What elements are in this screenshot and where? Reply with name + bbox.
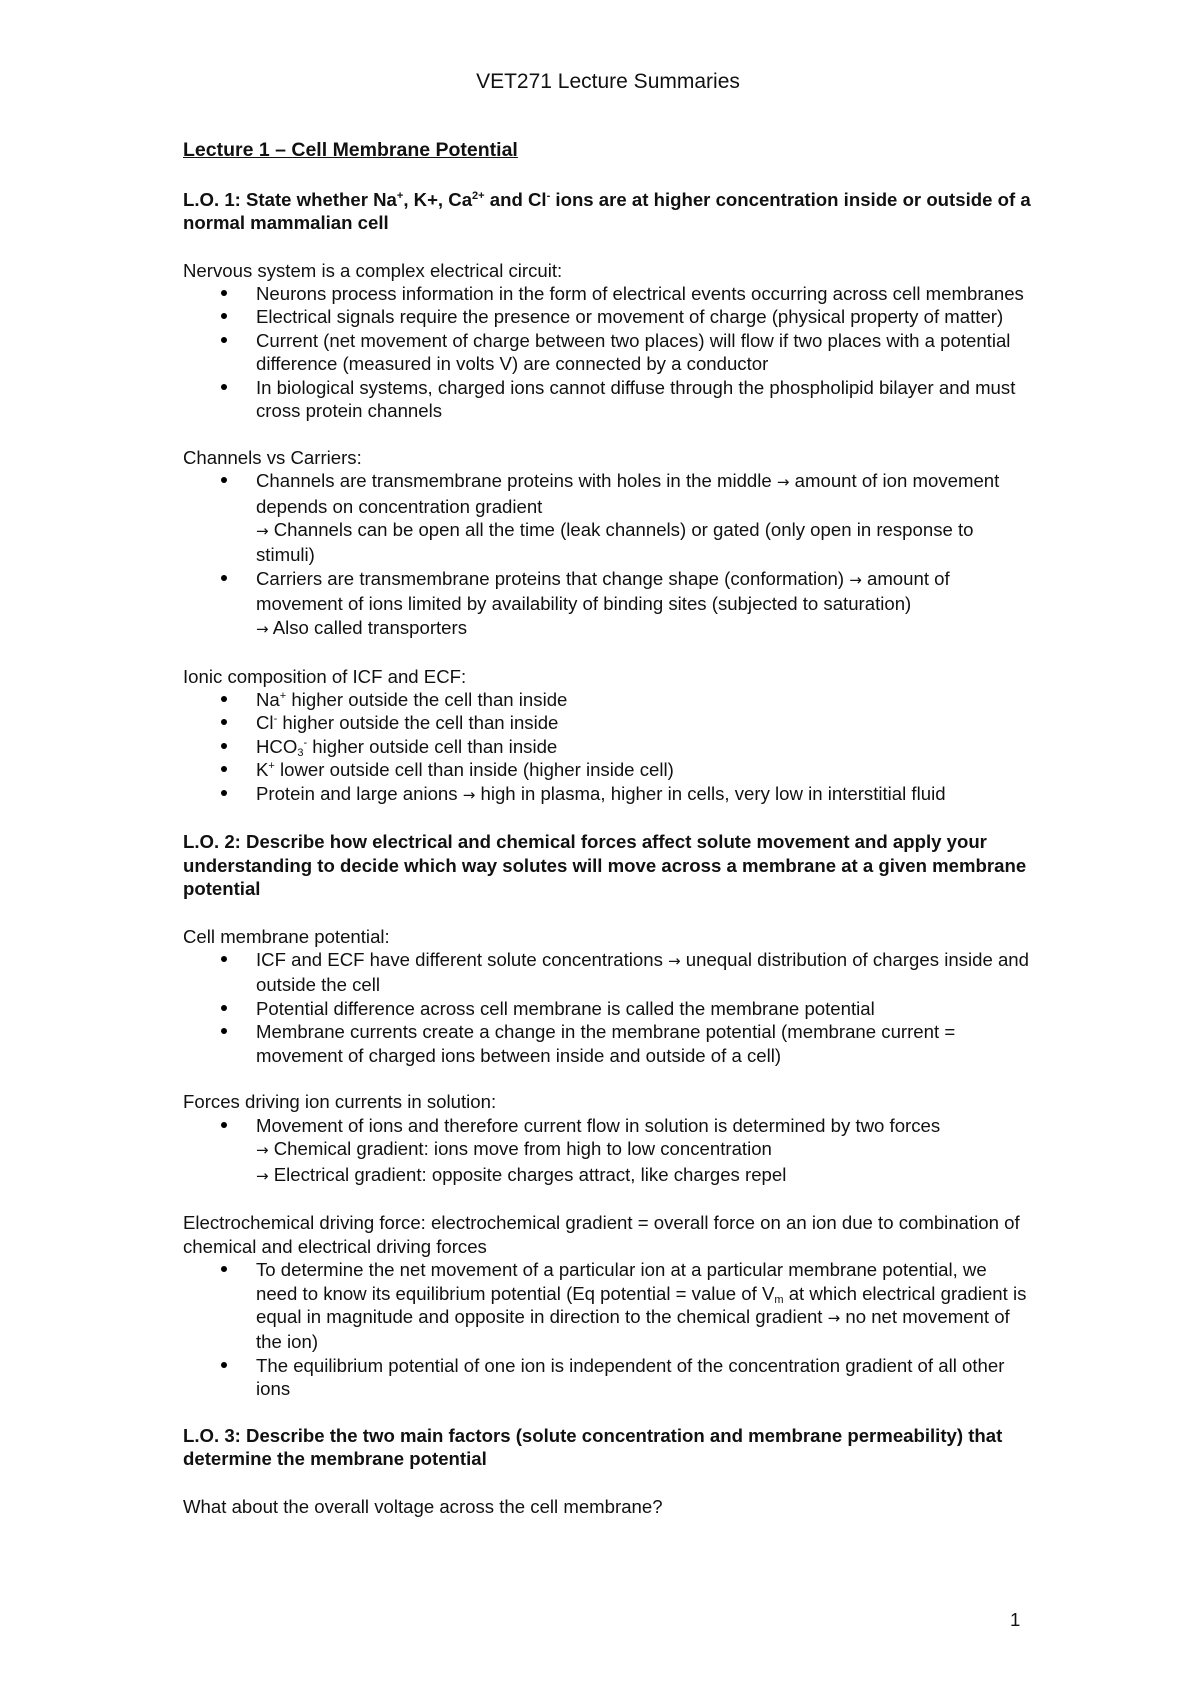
- section-intro: Ionic composition of ICF and ECF:: [183, 665, 467, 687]
- arrow-icon: →: [849, 570, 862, 589]
- section-intro: Nervous system is a complex electrical circuit:: [183, 259, 563, 281]
- arrow-icon: →: [776, 473, 790, 492]
- list-item: Channels are transmembrane proteins with holes in the middle → amount of ion movement depends on concentration gradient → Channels can be open all the time (leak channels) or gated (only open in response to stimuli): [256, 469, 1033, 567]
- list-item: Protein and large anions → high in plasma, higher in cells, very low in interstitial fluid: [256, 782, 1033, 807]
- arrow-icon: →: [827, 1309, 841, 1328]
- section-forces-driving: [183, 1090, 1033, 1188]
- list-item: The equilibrium potential of one ion is independent of the concentration gradient of all other ions: [256, 1354, 1033, 1401]
- list-item: Current (net movement of charge between two places) will flow if two places with a potential difference (measured in volts V) are connected by a conductor: [256, 329, 1033, 376]
- list-item: To determine the net movement of a particular ion at a particular membrane potential, we need to know its equilibrium potential (Eq potential = value of $V_m$ at which electrical gradient is equal in magnitude and opposite in direction to the chemical gradient → no net movement of the ion): [256, 1258, 1033, 1354]
- arrow-icon: →: [256, 1166, 269, 1185]
- learning-objective-1: L.O. 1: State whether Na+, K+, $Ca^{2+}$ and Cl- ions are at higher concentration inside or outside of a normal mammalian cell: [183, 188, 1031, 234]
- section-electrochemical: [183, 1211, 1033, 1400]
- section-cell-membrane-potential: [183, 925, 1033, 1067]
- page-number: 1: [1010, 1609, 1021, 1630]
- section-intro: Channels vs Carriers:: [183, 446, 362, 468]
- list-item: ICF and ECF have different solute concentrations → unequal distribution of charges inside and outside the cell: [256, 948, 1033, 997]
- learning-objective-3: L.O. 3: Describe the two main factors (solute concentration and membrane permeability) that determine the membrane potential: [183, 1425, 1003, 1470]
- list-item: Potential difference across cell membrane is called the membrane potential: [256, 997, 1033, 1020]
- list-item: Carriers are transmembrane proteins that change shape (conformation) → amount of movement of ions limited by availability of binding sites (subjected to saturation) → Also called transporters: [256, 567, 1033, 641]
- list-item: Na+ higher outside the cell than inside: [256, 688, 1033, 711]
- list-item: K+ lower outside cell than inside (higher inside cell): [256, 758, 1033, 781]
- section-ionic-composition: [183, 665, 1033, 807]
- arrow-icon: →: [462, 785, 476, 804]
- arrow-icon: →: [256, 522, 269, 541]
- document-body: [183, 70, 1033, 1518]
- lecture-title: Lecture 1 – Cell Membrane Potential: [183, 139, 518, 162]
- learning-objective-2: L.O. 2: Describe how electrical and chemical forces affect solute movement and apply your understanding to decide which way solutes will move across a membrane at a given membrane potential: [183, 831, 1027, 900]
- section-channels-carriers: [183, 446, 1033, 641]
- list-item: Neurons process information in the form of electrical events occurring across cell membranes: [256, 282, 1033, 305]
- document-header: VET271 Lecture Summaries: [476, 70, 740, 93]
- arrow-icon: →: [256, 619, 269, 638]
- list-item: Membrane currents create a change in the membrane potential (membrane current = movement of charged ions between inside and outside of a cell): [256, 1020, 1033, 1067]
- list-item: $HCO_3^-$ higher outside cell than inside: [256, 735, 1033, 758]
- arrow-icon: →: [256, 1141, 269, 1160]
- section-intro: Electrochemical driving force: electrochemical gradient = overall force on an ion due to combination of chemical and electrical driving forces: [183, 1212, 1020, 1257]
- list-item: Electrical signals require the presence or movement of charge (physical property of matter): [256, 305, 1033, 328]
- list-item: Cl- higher outside the cell than inside: [256, 711, 1033, 734]
- arrow-icon: →: [668, 951, 681, 970]
- section-intro: Forces driving ion currents in solution:: [183, 1091, 497, 1113]
- list-item: In biological systems, charged ions cannot diffuse through the phospholipid bilayer and must cross protein channels: [256, 376, 1033, 423]
- section-nervous-system: [183, 259, 1033, 423]
- closing-question: What about the overall voltage across the cell membrane?: [183, 1495, 663, 1517]
- section-intro: Cell membrane potential:: [183, 925, 390, 947]
- list-item: Movement of ions and therefore current flow in solution is determined by two forces → Chemical gradient: ions move from high to low concentration → Electrical gradient: opposite charges attract, like charges repel: [256, 1114, 1033, 1188]
